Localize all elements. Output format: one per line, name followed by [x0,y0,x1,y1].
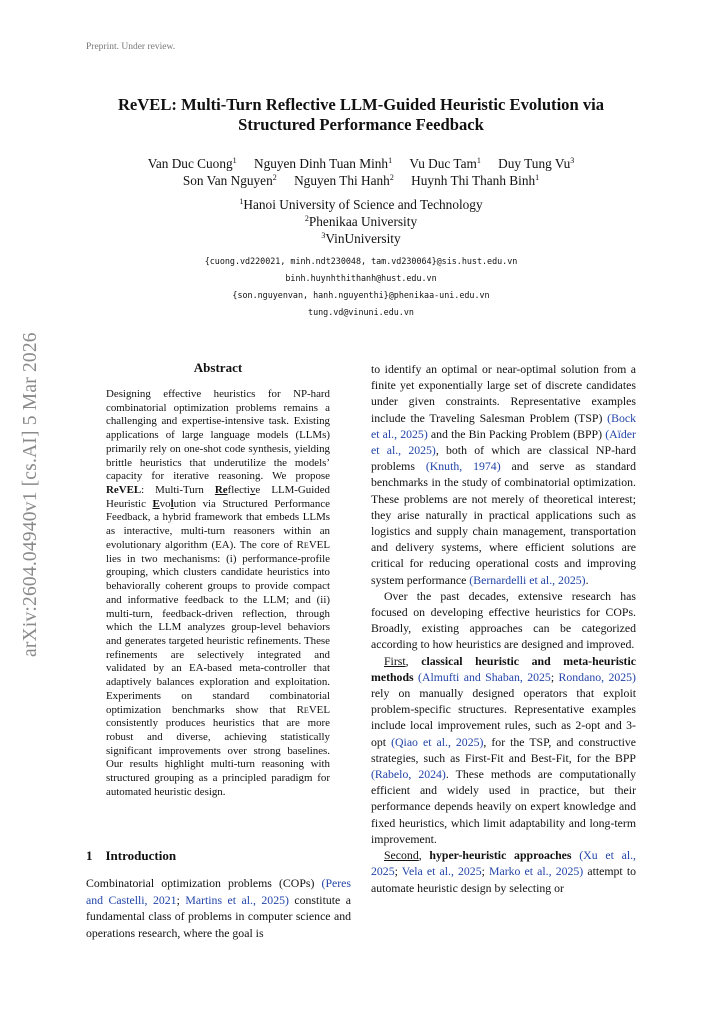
affiliation: $^2$Phenikaa University [304,214,418,229]
preprint-notice: Preprint. Under review. [86,42,176,52]
citation-link[interactable]: (Bock et al., 2025) [371,410,636,441]
author: Nguyen Thi Hanh$^2$ [294,173,394,188]
citation-link[interactable]: (Peres and Castelli, 2021 [86,876,351,907]
author-email: {cuong.vd220021, minh.ndt230048, tam.vd230064}@sis.hust.edu.vn [204,256,518,266]
citation-link[interactable]: (Knuth, 1974) [425,459,501,474]
citation-link[interactable]: (Bernardelli et al., 2025) [469,572,586,587]
author-email: tung.vd@vinuni.edu.vn [308,307,414,317]
citation-link[interactable]: Marko et al., 2025) [488,864,584,879]
intro-paragraph: Combinatorial optimization problems (COPs) (Peres and Castelli, 2021; Martins et al., 2025) constitute a fundamental class of problems in computer science and operations research, where the goal is [86,876,351,940]
author-email: {son.nguyenvan, hanh.nguyenthi}@phenikaa-uni.edu.vn [232,290,490,300]
citation-link[interactable]: (Almufti and Shaban, 2025 [418,669,551,684]
author-row-2 [86,172,636,189]
citation-link[interactable]: (Qiao et al., 2025) [391,734,484,749]
author-row-1 [86,155,636,172]
method-name: ReVEL [106,484,142,497]
citation-link[interactable]: (Rabelo, 2024) [371,767,446,782]
affiliation: $^1$Hanoi University of Science and Technology [239,197,483,212]
citation-link[interactable]: Martins et al., 2025) [185,892,289,907]
arxiv-identifier[interactable]: arXiv:2604.04940v1 [cs.AI] 5 Mar 2026 [20,332,41,658]
body-paragraph: Over the past decades, extensive research has focused on developing effective heuristics for COPs. Broadly, existing approaches can be categorized according to how heuristics are designed and improved. [371,588,636,652]
abstract-body: Designing effective heuristics for NP-hard combinatorial optimization problems remains a challenging and expertise-intensive task. Existing applications of large language models (LLMs) primarily rely on one-shot code synthesis, yielding brittle heuristics that underutilize the models’ capacity for iterative reasoning. We propose ReVEL: Multi-Turn Reflective LLM-Guided Heuristic Evolution via Structured Performance Feedback, a hybrid framework that embeds LLMs as interactive, multi-turn reasoners within an evolutionary algorithm (EA). The core of ReVEL lies in two mechanisms: (i) performance-profile grouping, which clusters candidate heuristics into behaviorally coherent groups to provide compact and informative feedback to the LLM; and (ii) multi-turn, feedback-driven reflection, through which the LLM analyzes group-level behaviors and generates targeted heuristic refinements. These refinements are selectively integrated and validated by an EA-based meta-controller that adaptively balances exploration and exploitation. Experiments on standard combinatorial optimization benchmarks show that ReVEL consistently produces heuristics that are more robust and diverse, achieving statistically significant improvements over strong baselines. Our results highlight multi-turn reasoning with structured grouping as a principled paradigm for automated heuristic design. [106,388,330,798]
author: Nguyen Dinh Tuan Minh$^1$ [253,156,393,171]
author: Duy Tung Vu$^3$ [498,156,575,171]
author: Vu Duc Tam$^1$ [409,156,481,171]
abstract-heading: Abstract [193,360,243,375]
author: Van Duc Cuong$^1$ [147,156,237,171]
author: Son Van Nguyen$^2$ [182,173,277,188]
citation-link[interactable]: Rondano, 2025) [558,669,636,684]
affiliation: $^3$VinUniversity [321,231,401,246]
citation-link[interactable]: (Aïder et al., 2025) [371,426,636,458]
author-email: binh.huynhthithanh@hust.edu.vn [285,273,437,283]
body-paragraph: First, classical heuristic and meta-heuristic methods (Almufti and Shaban, 2025; Rondano, 2025) rely on manually designed operators that exploit problem-specific structures. Representative examples include local improvement rules, such as 2-opt and 3-opt (Qiao et al., 2025), for the TSP, and constructive strategies, such as First-Fit and Best-Fit, for the BPP (Rabelo, 2024). These methods are computationally efficient and widely used in practice, but their performance depends heavily on expert knowledge and fixed heuristics, which limit adaptability and long-term improvement. [371,653,637,846]
citation-link[interactable]: (Xu et al., 2025 [371,848,636,879]
citation-link[interactable]: Vela et al., 2025 [401,864,482,879]
body-paragraph: to identify an optimal or near-optimal solution from a finite yet exponentially large set of discrete candidates under given constraints. Representative examples include the Traveling Salesman Problem (TSP) (Bock et al., 2025) and the Bin Packing Problem (BPP) (Aïder et al., 2025), both of which are classical NP-hard problems (Knuth, 1974) and serve as standard benchmarks in the study of combinatorial optimization. These problems are not merely of theoretical interest; they arise naturally in practical applications such as logistics and supply chain management, transportation and delivery systems, where efficient solutions are critical for reducing operational costs and improving system performance (Bernardelli et al., 2025). [371,362,637,587]
right-column [371,361,636,896]
body-paragraph: Second, hyper-heuristic approaches (Xu et al., 2025; Vela et al., 2025; Marko et al., 2025) attempt to automate heuristic design by selecting or [371,848,636,895]
paper-title: ReVEL: Multi-Turn Reflective LLM-Guided Heuristic Evolution via Structured Performance Feedback [117,95,605,134]
section-heading-introduction: 1 Introduction [86,848,177,863]
author: Huynh Thi Thanh Binh$^1$ [411,173,540,188]
